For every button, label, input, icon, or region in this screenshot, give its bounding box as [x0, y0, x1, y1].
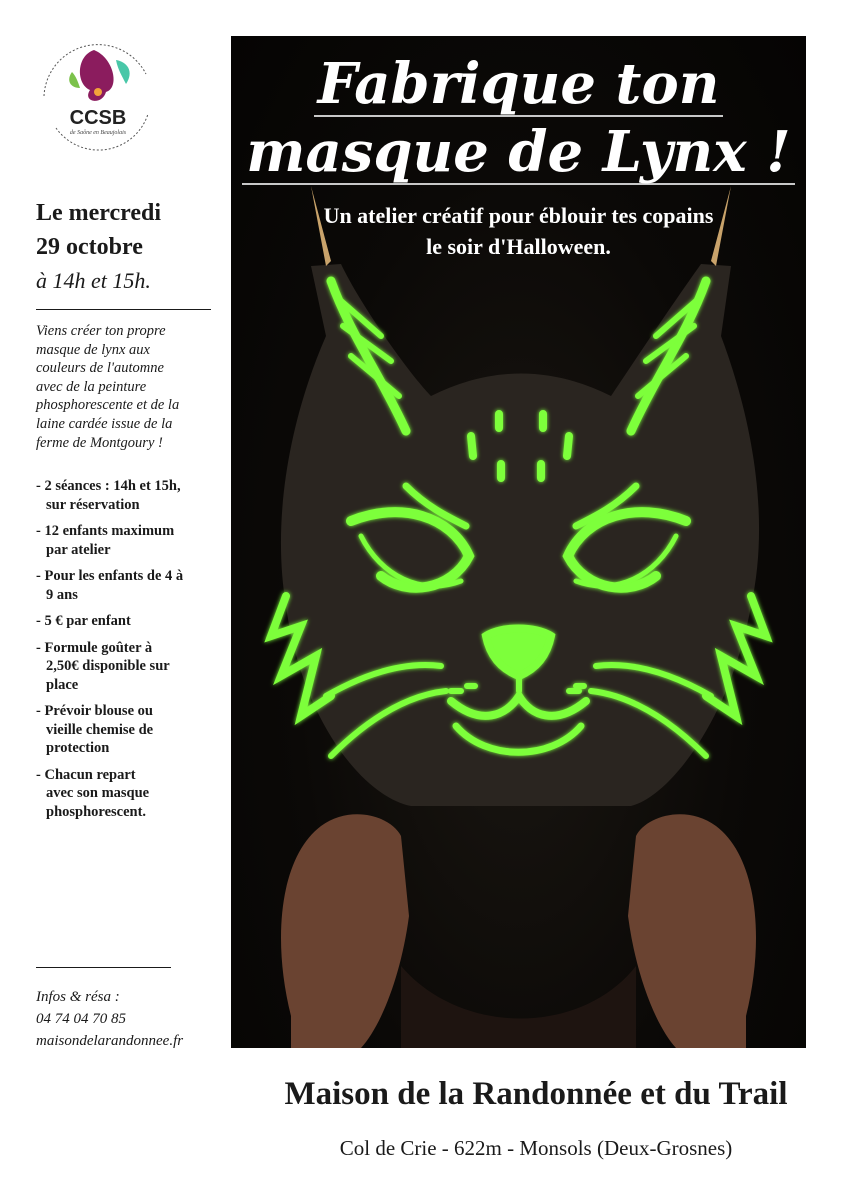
intro-line: masque de lynx aux [36, 341, 150, 358]
logo-sub: de Saône en Beaujolais [69, 130, 127, 136]
ccsb-logo [36, 36, 160, 160]
poster-subtitle [231, 200, 806, 262]
event-day: Le mercredi [36, 200, 162, 226]
list-item: - Prévoir blouse ou vieille chemise de protection [36, 702, 216, 758]
contact-label: Infos & résa : [36, 989, 120, 1005]
poster-title [231, 50, 806, 186]
list-item: - Chacun repart avec son masque phosphorescent. [36, 766, 216, 822]
venue-name: Maison de la Randonnée et du Trail [284, 1076, 788, 1112]
list-item: - 5 € par enfant [36, 612, 216, 631]
lynx-mask-illustration [231, 36, 806, 1048]
list-item: - 2 séances : 14h et 15h, sur réservation [36, 477, 216, 514]
logo-name: CCSB [69, 107, 127, 129]
list-item: - Formule goûter à 2,50€ disponible sur place [36, 639, 216, 695]
divider [36, 967, 171, 968]
subtitle-line: Un atelier créatif pour éblouir tes copains [323, 203, 714, 228]
subtitle-line: le soir d'Halloween. [426, 234, 611, 259]
intro-line: laine cardée issue de la [36, 415, 173, 432]
intro-line: Viens créer ton propre [36, 323, 166, 339]
event-time: à 14h et 15h. [36, 268, 151, 293]
intro-text [36, 322, 206, 452]
title-line: Fabrique ton [314, 53, 724, 117]
intro-line: couleurs de l'automne [36, 360, 164, 377]
list-item: - Pour les enfants de 4 à 9 ans [36, 567, 216, 604]
contact-website[interactable]: maisondelarandonnee.fr [36, 1033, 184, 1049]
divider [36, 309, 211, 310]
intro-line: phosphorescente et de la [36, 397, 180, 414]
venue-address: Col de Crie - 622m - Monsols (Deux-Grosnes) [339, 1136, 733, 1160]
contact-info [36, 986, 226, 1052]
intro-line: avec de la peinture [36, 378, 147, 395]
list-item: - 12 enfants maximum par atelier [36, 522, 216, 559]
event-date-value: 29 octobre [36, 234, 143, 260]
contact-phone[interactable]: 04 74 04 70 85 [36, 1011, 126, 1027]
title-line: masque de Lynx ! [242, 121, 794, 185]
event-date [36, 196, 216, 298]
intro-line: ferme de Montgoury ! [36, 434, 163, 451]
lynx-mask-photo [231, 36, 806, 1048]
details-list [36, 477, 216, 829]
